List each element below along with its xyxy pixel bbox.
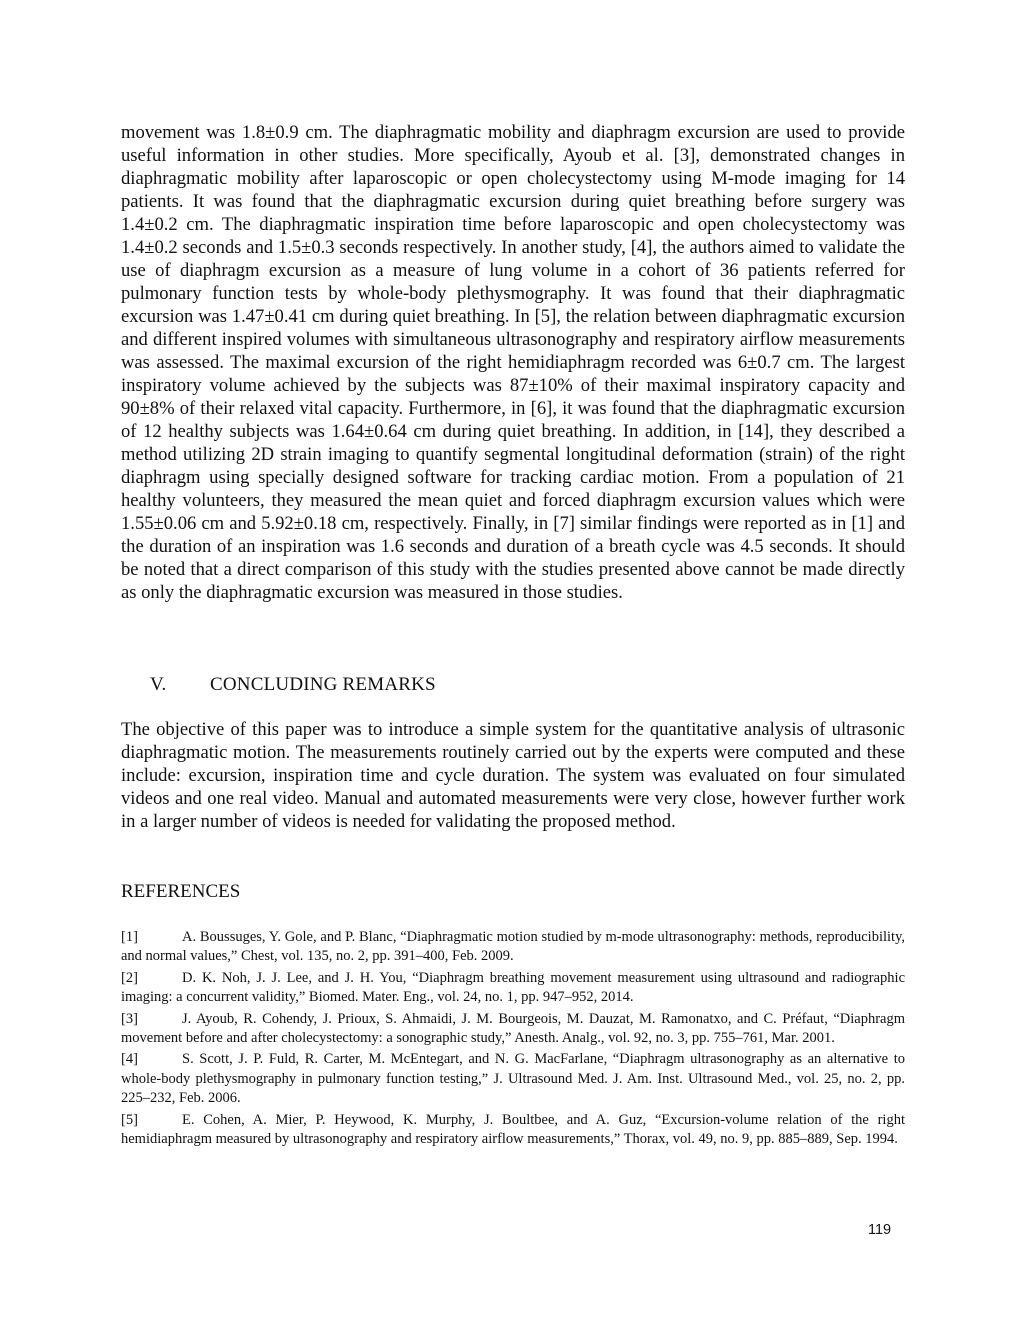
reference-item [121,1050,905,1108]
reference-number: [2] [121,969,138,986]
reference-number: [3] [121,1010,138,1027]
section-number: V. [150,674,167,695]
reference-list [121,928,905,1151]
reference-text: S. Scott, J. P. Fuld, R. Carter, M. McEntegart, and N. G. MacFarlane, “Diaphragm ultrasonography as an alternative to whole-body plethysmography in pulmonary function testing,” J. Ultrasound Med. J. Am. Inst. Ultrasound Med., vol. 25, no. 2, pp. 225–232, Feb. 2006. [121,1051,905,1107]
reference-item [121,928,905,967]
reference-number: [5] [121,1111,138,1128]
reference-text: J. Ayoub, R. Cohendy, J. Prioux, S. Ahmaidi, J. M. Bourgeois, M. Dauzat, M. Ramonatxo, and C. Préfaut, “Diaphragm movement before and after cholecystectomy: a sonographic study,” Anesth. Analg., vol. 92, no. 3, pp. 755–761, Mar. 2001. [121,1010,905,1047]
section-title: CONCLUDING REMARKS [210,674,436,695]
reference-text: A. Boussuges, Y. Gole, and P. Blanc, “Diaphragmatic motion studied by m-mode ultrasonography: methods, reproducibility, and normal values,” Chest, vol. 135, no. 2, pp. 391–400, Feb. 2009. [121,929,905,965]
reference-number: [1] [121,929,138,945]
concluding-paragraph: The objective of this paper was to introduce a simple system for the quantitative analysis of ultrasonic diaphragmatic motion. The measurements routinely carried out by the experts were computed and these include: excursion, inspiration time and cycle duration. The system was evaluated on four simulated videos and one real video. Manual and automated measurements were very close, however further work in a larger number of videos is needed for validating the proposed method. [121,719,905,832]
references-heading: REFERENCES [121,881,241,902]
reference-item [121,1010,905,1049]
reference-item [121,969,905,1008]
reference-text: E. Cohen, A. Mier, P. Heywood, K. Murphy, J. Boultbee, and A. Guz, “Excursion-volume relation of the right hemidiaphragm measured by ultrasonography and respiratory airflow measurements,” Thorax, vol. 49, no. 9, pp. 885–889, Sep. 1994. [121,1111,905,1148]
section-heading-concluding-remarks [150,674,436,696]
reference-item [121,1111,905,1150]
discussion-paragraph: movement was 1.8±0.9 cm. The diaphragmatic mobility and diaphragm excursion are used to provide useful information in other studies. More specifically, Ayoub et al. [3], demonstrated changes in diaphragmatic mobility after laparoscopic or open cholecystectomy using M-mode imaging for 14 patients. It was found that the diaphragmatic excursion during quiet breathing before surgery was 1.4±0.2 cm. The diaphragmatic inspiration time before laparoscopic and open cholecystectomy was 1.4±0.2 seconds and 1.5±0.3 seconds respectively. In another study, [4], the authors aimed to validate the use of diaphragm excursion as a measure of lung volume in a cohort of 36 patients referred for pulmonary function tests by whole-body plethysmography. It was found that their diaphragmatic excursion was 1.47±0.41 cm during quiet breathing. In [5], the relation between diaphragmatic excursion and different inspired volumes with simultaneous ultrasonography and respiratory airflow measurements was assessed. The maximal excursion of the right hemidiaphragm recorded was 6±0.7 cm. The largest inspiratory volume achieved by the subjects was 87±10% of their maximal inspiratory capacity and 90±8% of their relaxed vital capacity. Furthermore, in [6], it was found that the diaphragmatic excursion of 12 healthy subjects was 1.64±0.64 cm during quiet breathing. In addition, in [14], they described a method utilizing 2D strain imaging to quantify segmental longitudinal deformation (strain) of the right diaphragm using specially designed software for tracking cardiac motion. From a population of 21 healthy volunteers, they measured the mean quiet and forced diaphragm excursion values which were 1.55±0.06 cm and 5.92±0.18 cm, respectively. Finally, in [7] similar findings were reported as in [1] and the duration of an inspiration was 1.6 seconds and duration of a breath cycle was 4.5 seconds. It should be noted that a direct comparison of this study with the studies presented above cannot be made directly as only the diaphragmatic excursion was measured in those studies. [121,122,905,603]
reference-text: D. K. Noh, J. J. Lee, and J. H. You, “Diaphragm breathing movement measurement using ultrasound and radiographic imaging: a concurrent validity,” Biomed. Mater. Eng., vol. 24, no. 1, pp. 947–952, 2014. [121,969,905,1006]
page-number: 119 [868,1222,892,1238]
reference-number: [4] [121,1051,138,1068]
